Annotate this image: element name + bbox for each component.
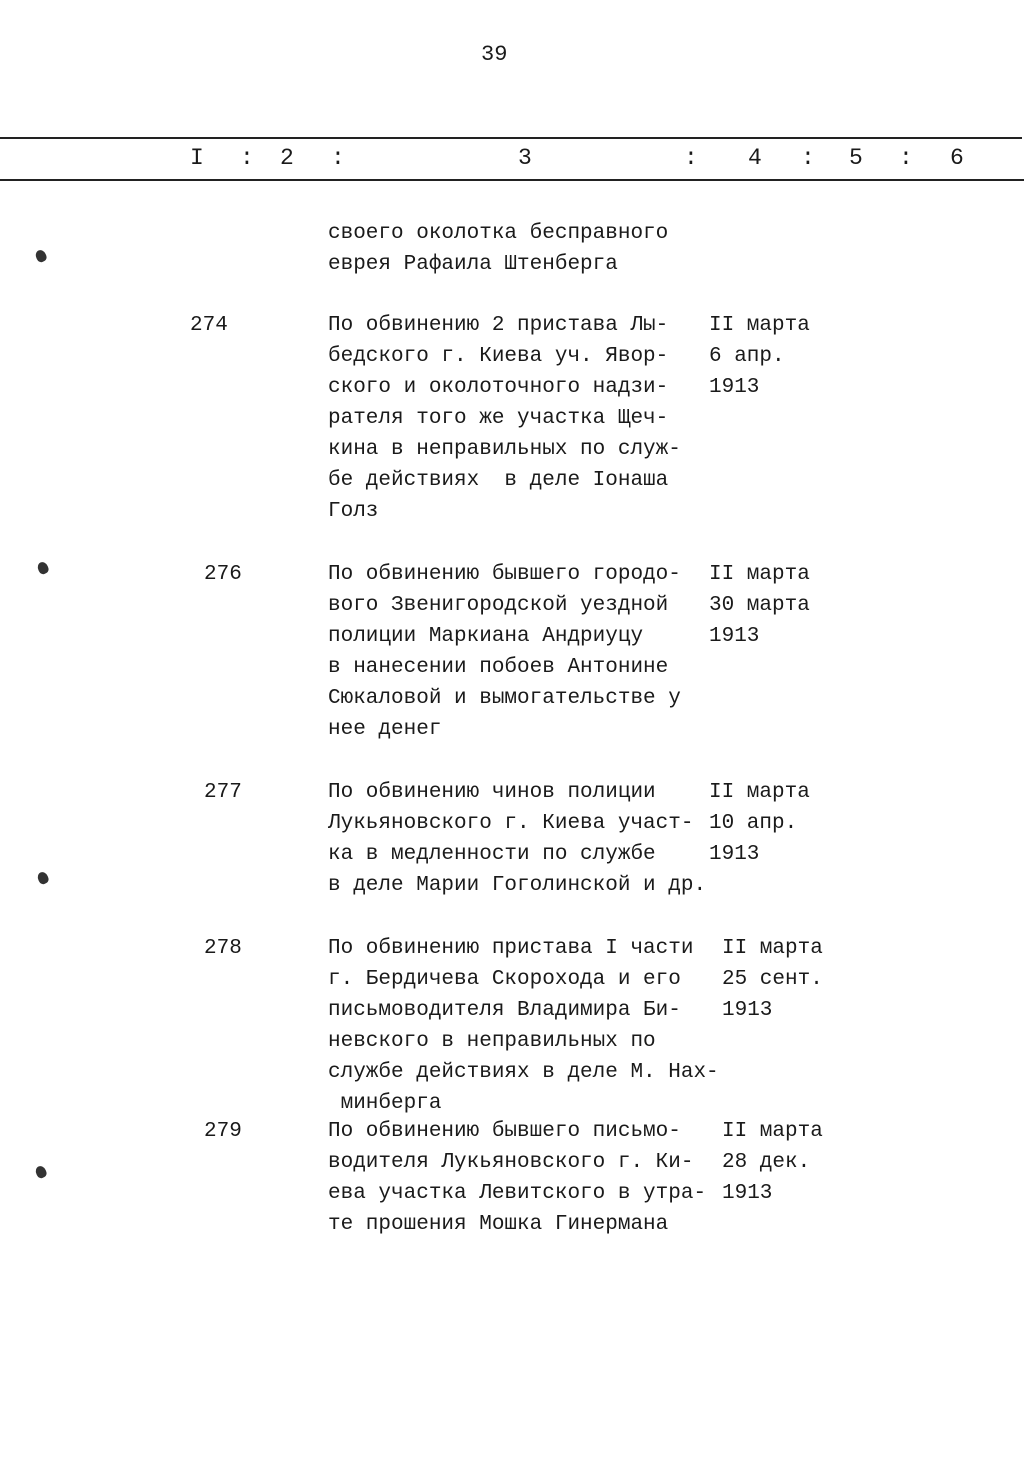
description-line: службе действиях в деле М. Нах- <box>328 1061 719 1084</box>
description-line: Лукьяновского г. Киева участ- <box>328 812 694 835</box>
description-line: ка в медленности по службе <box>328 843 656 866</box>
description-line: кина в неправильных по служ- <box>328 438 681 461</box>
entry-description <box>328 218 668 280</box>
column-separator: : <box>801 145 815 171</box>
column-header-3: 3 <box>518 145 532 171</box>
date-line: 25 сент. <box>722 968 823 991</box>
date-line: 6 апр. <box>709 345 785 368</box>
column-separator: : <box>899 145 913 171</box>
description-line: По обвинению бывшего городо- <box>328 563 681 586</box>
date-line: 28 дек. <box>722 1151 811 1174</box>
date-line: 1913 <box>709 625 760 648</box>
description-line: ева участка Левитского в утра- <box>328 1182 707 1205</box>
date-line: II марта <box>709 563 810 586</box>
date-line: 30 марта <box>709 594 810 617</box>
date-line: II марта <box>709 781 810 804</box>
column-header-4: 4 <box>748 145 762 171</box>
entry-dates <box>722 1116 823 1209</box>
entry-description <box>328 1116 706 1240</box>
description-line: в нанесении побоев Антонине <box>328 656 669 679</box>
description-line: г. Бердичева Скорохода и его <box>328 968 681 991</box>
description-line: бе действиях в деле Іонаша <box>328 469 669 492</box>
description-line: полиции Маркиана Андриуцу <box>328 625 644 648</box>
entry-dates <box>709 777 810 870</box>
entry-number: 276 <box>204 563 242 586</box>
date-line: II марта <box>709 314 810 337</box>
column-header-6: 6 <box>950 145 964 171</box>
description-line: в деле Марии Гоголинской и др. <box>328 874 707 897</box>
column-header-2: 2 <box>280 145 294 171</box>
entry-description <box>328 777 706 901</box>
entry-number: 274 <box>190 314 228 337</box>
description-line: Голз <box>328 500 379 523</box>
entry-dates <box>709 310 810 403</box>
header-bottom-rule <box>0 179 1024 181</box>
description-line: письмоводителя Владимира Би- <box>328 999 681 1022</box>
page-number: 39 <box>481 42 508 67</box>
date-line: II марта <box>722 937 823 960</box>
column-separator: : <box>684 145 698 171</box>
column-separator: : <box>331 145 345 171</box>
description-line: ского и околоточного надзи- <box>328 376 669 399</box>
description-line: минберга <box>328 1092 442 1115</box>
description-line: Сюкаловой и вымогательстве у <box>328 687 681 710</box>
date-line: 10 апр. <box>709 812 798 835</box>
date-line: II марта <box>722 1120 823 1143</box>
column-separator: : <box>240 145 254 171</box>
entry-number: 279 <box>204 1120 242 1143</box>
description-line: невского в неправильных по <box>328 1030 656 1053</box>
punch-hole-mark <box>34 1164 48 1179</box>
date-line: 1913 <box>709 376 760 399</box>
entry-description <box>328 310 681 527</box>
description-line: рателя того же участка Щеч- <box>328 407 669 430</box>
description-line: еврея Рафаила Штенберга <box>328 253 618 276</box>
description-line: бедского г. Киева уч. Явор- <box>328 345 669 368</box>
description-line: нее денег <box>328 718 442 741</box>
header-top-rule <box>0 137 1022 139</box>
date-line: 1913 <box>722 1182 773 1205</box>
punch-hole-mark <box>36 870 50 885</box>
entry-description <box>328 933 719 1119</box>
column-header-I: I <box>190 145 204 171</box>
description-line: По обвинению 2 пристава Лы- <box>328 314 669 337</box>
description-line: По обвинению пристава I части <box>328 937 694 960</box>
entry-dates <box>709 559 810 652</box>
punch-hole-mark <box>34 248 48 263</box>
entry-number: 277 <box>204 781 242 804</box>
description-line: По обвинению бывшего письмо- <box>328 1120 681 1143</box>
description-line: своего околотка бесправного <box>328 222 669 245</box>
entry-number: 278 <box>204 937 242 960</box>
description-line: те прошения Мошка Гинермана <box>328 1213 669 1236</box>
entry-dates <box>722 933 823 1026</box>
column-header-5: 5 <box>849 145 863 171</box>
date-line: 1913 <box>722 999 773 1022</box>
date-line: 1913 <box>709 843 760 866</box>
description-line: водителя Лукьяновского г. Ки- <box>328 1151 694 1174</box>
description-line: вого Звенигородской уездной <box>328 594 669 617</box>
description-line: По обвинению чинов полиции <box>328 781 656 804</box>
entry-description <box>328 559 681 745</box>
punch-hole-mark <box>36 560 50 575</box>
